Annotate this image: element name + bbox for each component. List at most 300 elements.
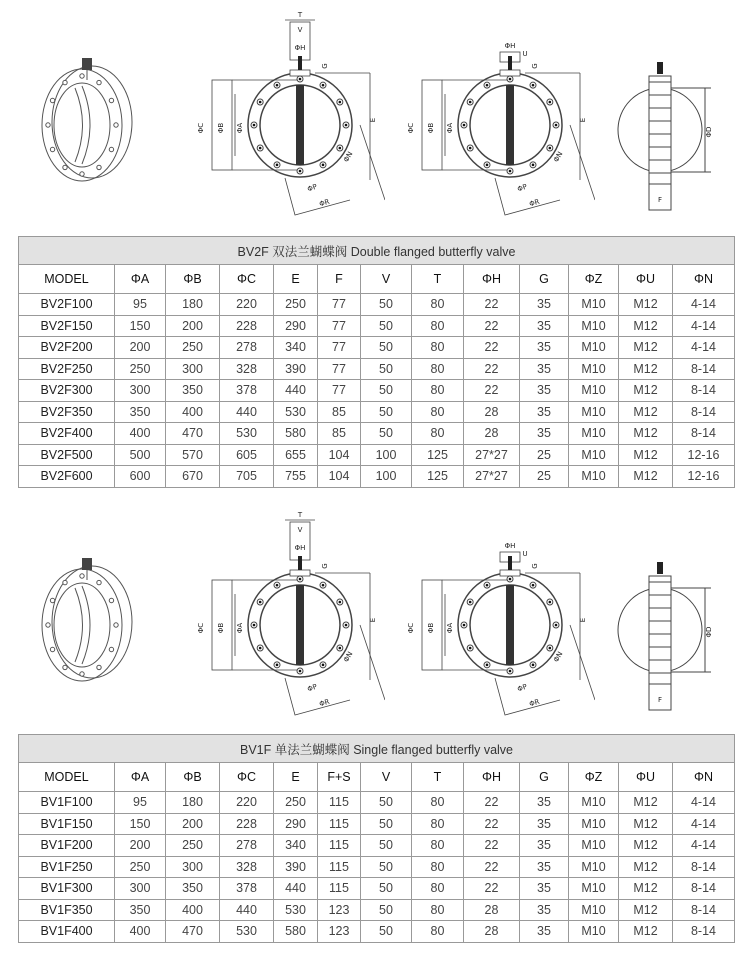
table-cell: BV2F600 [19,466,115,488]
table-cell: 530 [274,899,318,921]
table-cell: 378 [220,878,274,900]
table-cell: 655 [274,444,318,466]
table-cell: 50 [361,380,412,402]
table-cell: M10 [569,792,619,814]
dimension-phi-r: ΦR [528,197,541,209]
valve-isometric-drawing [20,50,140,190]
table-cell: 200 [115,835,166,857]
table-cell: M10 [569,444,619,466]
table-cell: 22 [464,337,520,359]
table-cell: 278 [220,835,274,857]
column-header: F+S [318,763,361,792]
table-cell: M12 [619,401,673,423]
column-header: E [274,265,318,294]
table-cell: M10 [569,921,619,943]
table-cell: 350 [115,899,166,921]
dimension-phi-h: ΦH [294,44,306,52]
table-cell: 100 [361,466,412,488]
valve-front-view-drawing [395,0,595,230]
table-cell: M10 [569,466,619,488]
dimension-phi-h: ΦH [294,544,306,552]
table-cell: M10 [569,813,619,835]
column-header: E [274,763,318,792]
table-cell: 8-14 [673,856,735,878]
table-cell: 8-14 [673,401,735,423]
table-cell: BV2F300 [19,380,115,402]
table-cell: 115 [318,792,361,814]
dimension-phi-b: ΦB [427,122,435,134]
column-header: ΦH [464,763,520,792]
table-cell: 440 [274,380,318,402]
column-header: ΦB [166,265,220,294]
table-cell: 350 [115,401,166,423]
table-cell: 400 [115,423,166,445]
column-header: MODEL [19,265,115,294]
table-cell: 77 [318,380,361,402]
table-cell: 115 [318,813,361,835]
table-row [19,921,735,943]
table-cell: M12 [619,899,673,921]
table-cell: 100 [361,444,412,466]
table-cell: 250 [166,835,220,857]
dimension-phi-h: ΦH [504,542,516,550]
table-row [19,401,735,423]
table-cell: M10 [569,856,619,878]
table-cell: 228 [220,315,274,337]
table-cell: 300 [166,358,220,380]
table-cell: 35 [520,792,569,814]
column-header: ΦH [464,265,520,294]
dimension-phi-c: ΦC [407,122,415,134]
table-row [19,466,735,488]
table-cell: 290 [274,813,318,835]
table-cell: 28 [464,423,520,445]
table-cell: 35 [520,358,569,380]
dimension-t: T [297,11,303,19]
table-cell: 50 [361,899,412,921]
table-cell: M12 [619,315,673,337]
table-cell: 115 [318,856,361,878]
table-cell: M12 [619,792,673,814]
table-cell: 150 [115,315,166,337]
dimension-phi-a: ΦA [236,122,244,134]
table-cell: 80 [412,401,464,423]
column-header: ΦZ [569,265,619,294]
table-cell: 125 [412,466,464,488]
table-cell: M12 [619,878,673,900]
table-cell: BV1F300 [19,878,115,900]
column-header: T [412,763,464,792]
table-cell: M12 [619,813,673,835]
table-row [19,358,735,380]
table-cell: 200 [166,315,220,337]
table-cell: 605 [220,444,274,466]
table-cell: 35 [520,856,569,878]
table-row [19,856,735,878]
table-cell: BV2F200 [19,337,115,359]
table-cell: BV1F150 [19,813,115,835]
dimension-phi-a: ΦA [236,622,244,634]
table-cell: 77 [318,315,361,337]
dimension-phi-a: ΦA [446,622,454,634]
dimension-phi-p: ΦP [516,182,529,194]
table-cell: 50 [361,337,412,359]
table-row [19,813,735,835]
table-cell: 440 [274,878,318,900]
table-cell: 50 [361,921,412,943]
table-cell: M12 [619,444,673,466]
table-cell: 28 [464,921,520,943]
table-cell: BV1F400 [19,921,115,943]
table-cell: M10 [569,878,619,900]
table-cell: 95 [115,294,166,316]
spec-table-bv1f [18,734,735,943]
column-header: ΦU [619,265,673,294]
drawing-row-single-flanged [0,500,750,730]
table-cell: 35 [520,878,569,900]
column-header: MODEL [19,763,115,792]
table-cell: 95 [115,792,166,814]
table-cell: 220 [220,294,274,316]
table-row [19,337,735,359]
table-cell: 115 [318,878,361,900]
table-cell: 35 [520,899,569,921]
table-cell: 77 [318,294,361,316]
table-cell: 755 [274,466,318,488]
table-cell: 250 [166,337,220,359]
table-cell: 35 [520,337,569,359]
table-cell: 35 [520,835,569,857]
table-cell: M10 [569,337,619,359]
column-header: V [361,265,412,294]
table-cell: M12 [619,337,673,359]
table-cell: 80 [412,899,464,921]
table-row [19,835,735,857]
table-cell: 35 [520,813,569,835]
table-cell: 85 [318,401,361,423]
table-row [19,444,735,466]
table-cell: 390 [274,856,318,878]
table-cell: 104 [318,466,361,488]
table-cell: 80 [412,337,464,359]
table-cell: 80 [412,358,464,380]
dimension-phi-r: ΦR [528,697,541,709]
table-cell: M10 [569,358,619,380]
table-cell: 328 [220,358,274,380]
table-cell: BV1F100 [19,792,115,814]
table-cell: 200 [115,337,166,359]
dimension-e: E [369,617,377,623]
table-cell: 340 [274,835,318,857]
table-cell: 220 [220,792,274,814]
dimension-v: V [297,26,303,34]
table-cell: 250 [274,792,318,814]
table-cell: 300 [115,878,166,900]
table-cell: 50 [361,401,412,423]
table-cell: 35 [520,315,569,337]
valve-side-view-drawing [615,60,725,220]
column-header: ΦN [673,265,735,294]
table-cell: 180 [166,792,220,814]
table-cell: 80 [412,835,464,857]
table-cell: 530 [274,401,318,423]
table-cell: 35 [520,423,569,445]
dimension-phi-r: ΦR [318,697,331,709]
dimension-g: G [321,563,329,569]
table-cell: 8-14 [673,899,735,921]
table-cell: 22 [464,878,520,900]
valve-side-view-drawing [615,560,725,720]
column-header: ΦZ [569,763,619,792]
table-cell: 123 [318,899,361,921]
table-cell: 77 [318,358,361,380]
table-cell: 200 [166,813,220,835]
table-cell: 250 [115,856,166,878]
table-cell: 8-14 [673,921,735,943]
table-cell: 80 [412,380,464,402]
table-cell: 50 [361,315,412,337]
dimension-phi-c: ΦC [197,622,205,634]
table-cell: 125 [412,444,464,466]
valve-isometric-drawing [20,550,140,690]
dimension-u: U [522,550,528,558]
column-header: T [412,265,464,294]
table-cell: 4-14 [673,835,735,857]
table-cell: 25 [520,466,569,488]
table-cell: M10 [569,315,619,337]
table-cell: 500 [115,444,166,466]
valve-front-view-drawing [185,0,385,230]
valve-front-view-drawing [395,500,595,730]
table-cell: 400 [115,921,166,943]
table-cell: 25 [520,444,569,466]
table-cell: 22 [464,856,520,878]
dimension-phi-n: ΦN [342,150,355,164]
table-cell: 22 [464,294,520,316]
header-row [19,265,735,294]
table-cell: 400 [166,401,220,423]
table-cell: M10 [569,380,619,402]
table-cell: 580 [274,921,318,943]
table-cell: 670 [166,466,220,488]
dimension-phi-n: ΦN [552,650,565,664]
table-cell: 470 [166,423,220,445]
table-cell: BV2F350 [19,401,115,423]
dimension-phi-b: ΦB [217,622,225,634]
dimension-v: V [297,526,303,534]
table-cell: 50 [361,792,412,814]
table-cell: M12 [619,380,673,402]
table-cell: 50 [361,423,412,445]
dimension-e: E [579,617,587,623]
dimension-phi-p: ΦP [306,682,319,694]
table-cell: 104 [318,444,361,466]
table-cell: BV2F400 [19,423,115,445]
table-cell: 278 [220,337,274,359]
table-cell: 8-14 [673,358,735,380]
table-cell: 228 [220,813,274,835]
table-cell: 80 [412,315,464,337]
table-cell: 350 [166,380,220,402]
table-cell: 4-14 [673,813,735,835]
table-cell: 4-14 [673,294,735,316]
table-cell: 50 [361,813,412,835]
column-header: ΦU [619,763,673,792]
table-cell: 50 [361,878,412,900]
column-header: ΦC [220,763,274,792]
table-cell: BV2F150 [19,315,115,337]
column-header: V [361,763,412,792]
table-cell: 12-16 [673,444,735,466]
table-cell: 4-14 [673,337,735,359]
table-cell: 28 [464,899,520,921]
table-cell: 180 [166,294,220,316]
drawing-row-double-flanged [0,0,750,230]
table-cell: BV2F500 [19,444,115,466]
table-cell: 77 [318,337,361,359]
table-cell: 80 [412,423,464,445]
table-cell: 400 [166,899,220,921]
table-cell: 328 [220,856,274,878]
table-cell: 22 [464,813,520,835]
table-cell: 290 [274,315,318,337]
dimension-g: G [531,563,539,569]
table-cell: 4-14 [673,792,735,814]
dimension-phi-b: ΦB [217,122,225,134]
dimension-f: F [657,196,663,204]
dimension-f: F [657,696,663,704]
column-header: ΦA [115,265,166,294]
table-title: BV2F 双法兰蝴蝶阀 Double flanged butterfly valve [18,236,735,264]
dimension-phi-p: ΦP [306,182,319,194]
table-cell: M12 [619,921,673,943]
dimension-e: E [369,117,377,123]
table-row [19,380,735,402]
table-cell: 35 [520,380,569,402]
table-cell: M10 [569,423,619,445]
table-cell: 378 [220,380,274,402]
table-cell: 390 [274,358,318,380]
table-cell: 35 [520,294,569,316]
dimension-phi-d: ΦD [705,126,713,138]
table-cell: 570 [166,444,220,466]
table-cell: BV1F350 [19,899,115,921]
table-cell: 27*27 [464,466,520,488]
table-cell: 250 [115,358,166,380]
dimension-phi-c: ΦC [407,622,415,634]
table-cell: 440 [220,401,274,423]
valve-front-view-drawing [185,500,385,730]
table-cell: 8-14 [673,878,735,900]
column-header: ΦB [166,763,220,792]
table-cell: 50 [361,856,412,878]
dimension-phi-c: ΦC [197,122,205,134]
table-cell: 440 [220,899,274,921]
spec-table-bv2f [18,236,735,488]
table-cell: 580 [274,423,318,445]
column-header: F [318,265,361,294]
dimension-e: E [579,117,587,123]
table-cell: 50 [361,835,412,857]
table-cell: 123 [318,921,361,943]
header-row [19,763,735,792]
table-row [19,899,735,921]
table-cell: 350 [166,878,220,900]
table-cell: 27*27 [464,444,520,466]
table-cell: M12 [619,466,673,488]
table-cell: BV2F250 [19,358,115,380]
table-cell: M10 [569,899,619,921]
table-cell: 22 [464,358,520,380]
table-cell: 705 [220,466,274,488]
dimension-u: U [522,50,528,58]
table-cell: 150 [115,813,166,835]
column-header: ΦN [673,763,735,792]
table-row [19,423,735,445]
table-cell: 28 [464,401,520,423]
table-row [19,315,735,337]
table-cell: BV1F200 [19,835,115,857]
dimension-phi-r: ΦR [318,197,331,209]
table-cell: 80 [412,792,464,814]
table-cell: 530 [220,423,274,445]
table-cell: M10 [569,294,619,316]
table-cell: 600 [115,466,166,488]
table-cell: M12 [619,423,673,445]
table-cell: M12 [619,358,673,380]
table-cell: BV1F250 [19,856,115,878]
table-cell: 8-14 [673,380,735,402]
table-cell: 22 [464,835,520,857]
dimension-phi-a: ΦA [446,122,454,134]
table-cell: M10 [569,401,619,423]
table-cell: 35 [520,401,569,423]
table-cell: 22 [464,380,520,402]
table-cell: M12 [619,294,673,316]
dimension-g: G [321,63,329,69]
table-row [19,294,735,316]
dimension-g: G [531,63,539,69]
table-row [19,792,735,814]
table-cell: 22 [464,315,520,337]
table-title: BV1F 单法兰蝴蝶阀 Single flanged butterfly valve [18,734,735,762]
column-header: G [520,265,569,294]
table-cell: 80 [412,813,464,835]
table-cell: 12-16 [673,466,735,488]
table-cell: 35 [520,921,569,943]
table-cell: M10 [569,835,619,857]
table-cell: 530 [220,921,274,943]
table-row [19,878,735,900]
table-cell: 22 [464,792,520,814]
column-header: ΦA [115,763,166,792]
table-cell: M12 [619,835,673,857]
table-cell: 80 [412,856,464,878]
dimension-t: T [297,511,303,519]
table-cell: 300 [166,856,220,878]
table-cell: 80 [412,878,464,900]
column-header: G [520,763,569,792]
table-cell: 250 [274,294,318,316]
table-cell: 80 [412,294,464,316]
table-cell: 470 [166,921,220,943]
dimension-phi-n: ΦN [552,150,565,164]
table-cell: BV2F100 [19,294,115,316]
dimension-phi-d: ΦD [705,626,713,638]
table-cell: 50 [361,358,412,380]
dimension-phi-n: ΦN [342,650,355,664]
dimension-phi-p: ΦP [516,682,529,694]
